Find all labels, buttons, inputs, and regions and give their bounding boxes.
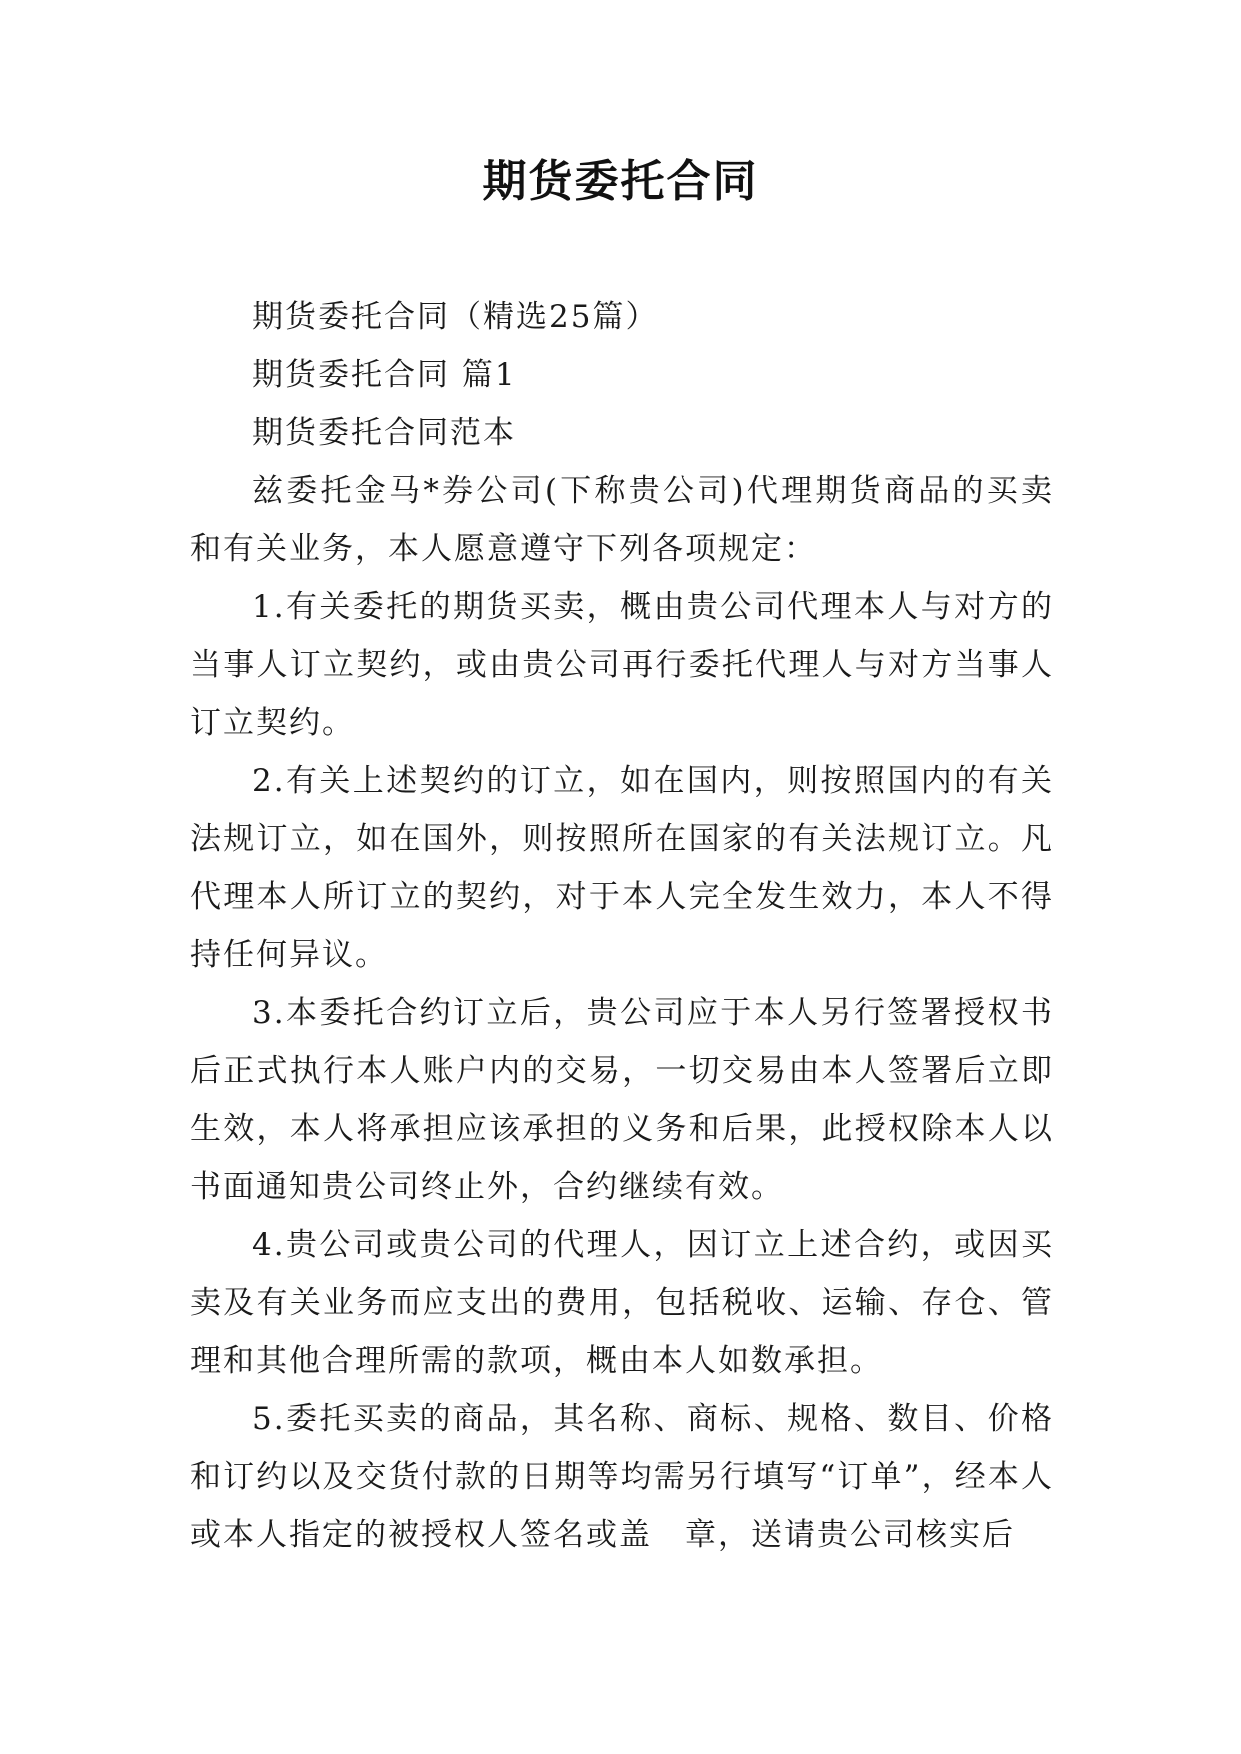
- clause-5: 5.委托买卖的商品，其名称、商标、规格、数目、价格和订约以及交货付款的日期等均需另行填写“订单”，经本人或本人指定的被授权人签名或盖 章，送请贵公司核实后: [190, 1401, 1054, 1553]
- clause-4: 4.贵公司或贵公司的代理人，因订立上述合约，或因买卖及有关业务而应支出的费用，包括税收、运输、存仓、管理和其他合理所需的款项，概由本人如数承担。: [190, 1227, 1054, 1379]
- template-heading: 期货委托合同范本: [252, 415, 516, 451]
- clause-1: 1.有关委托的期货买卖，概由贵公司代理本人与对方的当事人订立契约，或由贵公司再行委托代理人与对方当事人订立契约。: [190, 589, 1054, 741]
- section-heading: 期货委托合同 篇1: [252, 357, 517, 393]
- clause-3: 3.本委托合约订立后，贵公司应于本人另行签署授权书后正式执行本人账户内的交易，一切交易由本人签署后立即生效，本人将承担应该承担的义务和后果，此授权除本人以书面通知贵公司终止外，合约继续有效。: [190, 995, 1054, 1205]
- document-title: 期货委托合同: [482, 156, 759, 207]
- subtitle-selection: 期货委托合同（精选25篇）: [252, 299, 659, 335]
- intro-paragraph: 兹委托金马*券公司(下称贵公司)代理期货商品的买卖和有关业务，本人愿意遵守下列各项规定：: [190, 473, 1054, 567]
- clause-2: 2.有关上述契约的订立，如在国内，则按照国内的有关法规订立，如在国外，则按照所在国家的有关法规订立。凡代理本人所订立的契约，对于本人完全发生效力，本人不得持任何异议。: [190, 763, 1054, 973]
- document-body: [190, 288, 1054, 1564]
